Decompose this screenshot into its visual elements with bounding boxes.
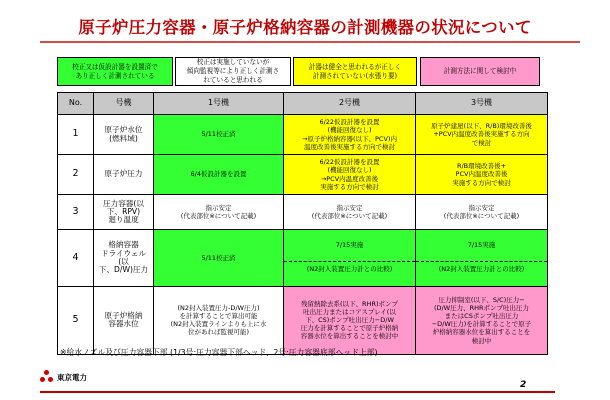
cell-unit1: 5/11校正済	[154, 230, 284, 287]
row-no: 4	[58, 230, 94, 287]
table-row	[58, 115, 548, 155]
cell-unit1: (N2封入装置圧力-D/W圧力) を計算することで算出可能 (N2封入装置ラインよりも上に水 位があれば監視可能)	[154, 286, 284, 354]
tepco-mark-icon	[40, 370, 54, 384]
row-item: 圧力容器(以 下、RPV) 廻り温度	[94, 195, 154, 230]
cell-unit3: 原子炉建屋(以下、R/B)環境改善後 +PCV内温度改善後実施する方向 で検討	[416, 115, 548, 155]
row-no: 2	[58, 155, 94, 195]
cell-unit2-upper: 7/15実施	[335, 241, 364, 250]
header-unit3: 3号機	[416, 93, 548, 115]
cell-unit3: R/B環境改善後+ PCV内温度改善後 実施する方向で検討	[416, 155, 548, 195]
row-no: 5	[58, 286, 94, 354]
cell-unit2	[284, 230, 416, 287]
header-no: No.	[58, 93, 94, 115]
footer-rule	[40, 391, 555, 393]
table-row	[58, 155, 548, 195]
cell-unit2-lower: (N2封入装置圧力計との比較)	[284, 261, 415, 277]
legend-white	[175, 57, 291, 86]
row-no: 3	[58, 195, 94, 230]
page-number: 2	[520, 380, 527, 390]
header-unit1: 1号機	[154, 93, 284, 115]
row-item: 格納容器 ドライウェル(以 下、D/W)圧力	[94, 230, 154, 287]
legend-green-text: 校正又は仮設計器を設置済で あり正しく計測されている	[72, 62, 158, 80]
cell-unit1: 6/4仮設計器を設置	[154, 155, 284, 195]
row-item: 原子炉格納 容器水位	[94, 286, 154, 354]
instrument-status-table	[57, 92, 548, 355]
cell-unit1: 5/11校正済	[154, 115, 284, 155]
table-header-row	[58, 93, 548, 115]
table-row	[58, 230, 548, 287]
cell-unit2: 指示安定 (代表部位※について記載)	[284, 195, 416, 230]
legend-yellow-text: 計器は健全と思われるが正しく 計測されていない(水張り要)	[308, 62, 402, 80]
legend-green	[57, 57, 173, 86]
cell-unit3-upper: 7/15実施	[467, 241, 496, 250]
cell-unit2: 6/22仮設計器を設置 (機能回復なし) →PCV内温度改善後 実施する方向で検討	[284, 155, 416, 195]
row-no: 1	[58, 115, 94, 155]
title-underline	[40, 41, 580, 43]
table-row	[58, 195, 548, 230]
legend-white-text: 校正は実施していないが 傾向監視等により正しく計測さ れていると思われる	[186, 58, 280, 84]
table-row	[58, 286, 548, 354]
company-name: 東京電力	[57, 372, 87, 382]
row-item: 原子炉水位 (燃料域)	[94, 115, 154, 155]
cell-unit3: 指示安定 (代表部位※について記載)	[416, 195, 548, 230]
row-item: 原子炉圧力	[94, 155, 154, 195]
legend-pink	[420, 57, 540, 86]
page-title: 原子炉圧力容器・原子炉格納容器の計測機器の状況について	[78, 18, 532, 37]
header-item: 号機	[94, 93, 154, 115]
legend-pink-text: 計測方法に関して検討中	[443, 67, 517, 75]
cell-unit2: 6/22仮設計器を設置 (機能回復なし) →原子炉格納容器(以下、PCV)内 温度改善後実施する方向で検討	[284, 115, 416, 155]
cell-unit3-lower: (N2封入装置圧力計との比較)	[416, 261, 547, 277]
cell-unit3	[416, 230, 548, 287]
header-unit2: 2号機	[284, 93, 416, 115]
cell-unit2: 残留熱除去系(以下、RHR)ポンプ 吐出圧力またはコアスプレイ(以 下、CS)ポンプ吐出圧力−D/W 圧力を計算することで原子炉格納 容器水位を算出することを検討中	[284, 286, 416, 354]
cell-unit3: 圧力抑制室(以下、S/C)圧力− (D/W圧力、RHRポンプ吐出圧力 またはCSポンプ吐出圧力 −D/W圧力)を計算することで原子 炉格納容器水位を算出することを 検討中	[416, 286, 548, 354]
footnote: ※給水ノズル及び圧力容器下部 (1/3号:圧力容器下部ヘッド、2号:圧力容器底部ヘッド上部)	[60, 348, 378, 357]
legend-yellow	[293, 57, 417, 86]
company-logo	[40, 370, 87, 384]
cell-unit1: 指示安定 (代表部位※について記載)	[154, 195, 284, 230]
